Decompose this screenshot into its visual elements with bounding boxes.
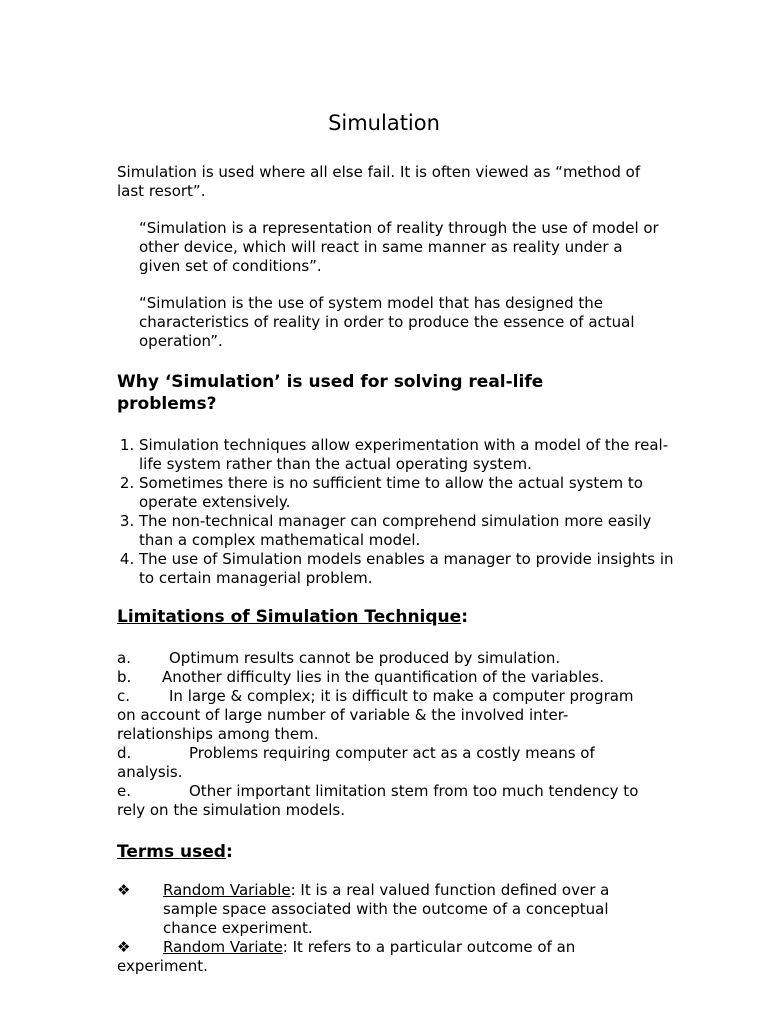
diamond-bullet-icon: ❖: [117, 881, 131, 899]
list-letter: a.: [117, 649, 131, 667]
list-item: [117, 668, 642, 687]
terms-heading-text: Terms used: [117, 842, 226, 862]
term-random-variate: Random Variate: [163, 938, 283, 956]
term-random-variable: Random Variable: [163, 881, 291, 899]
list-item: 4. The use of Simulation models enables a manager to provide insights in to certain managerial problem.: [139, 550, 679, 588]
list-item: 2. Sometimes there is no sufficient time to allow the actual system to operate extensively.: [139, 474, 679, 512]
list-item: [117, 938, 642, 957]
terms-list: [117, 881, 642, 976]
list-item: [117, 782, 642, 820]
list-item: [117, 881, 642, 938]
definition-quote-1: “Simulation is a representation of reality through the use of model or other device, which will react in same manner as reality under a given set of conditions”.: [139, 219, 659, 275]
page-title: Simulation: [328, 111, 440, 135]
list-item: [117, 649, 642, 668]
diamond-bullet-icon: ❖: [117, 938, 131, 956]
list-letter: c.: [117, 687, 131, 705]
limitations-heading: [117, 606, 657, 628]
list-letter: e.: [117, 782, 131, 800]
term-definition: : It is a real valued function defined over a sample space associated with the outcome of a conceptual chance experiment.: [163, 881, 610, 937]
term-continuation: experiment.: [117, 957, 208, 975]
list-letter: b.: [117, 668, 132, 686]
intro-paragraph: Simulation is used where all else fail. It is often viewed as “method of last resort”.: [117, 163, 641, 200]
list-letter: d.: [117, 744, 132, 762]
list-item: 1. Simulation techniques allow experimentation with a model of the real-life system rather than the actual operating system.: [139, 436, 679, 474]
list-item: [117, 687, 642, 744]
list-text: Optimum results cannot be produced by simulation.: [169, 649, 561, 667]
list-text: Another difficulty lies in the quantification of the variables.: [162, 668, 604, 686]
limitations-heading-colon: :: [461, 607, 468, 627]
list-text: Problems requiring computer act as a costly means of analysis.: [117, 744, 595, 781]
terms-heading: [117, 841, 657, 863]
list-item: 3. The non-technical manager can comprehend simulation more easily than a complex mathematical model.: [139, 512, 679, 550]
list-text: Other important limitation stem from too much tendency to rely on the simulation models.: [117, 782, 639, 819]
list-item: [117, 744, 642, 782]
limitations-list: [117, 649, 642, 820]
list-text: In large & complex; it is difficult to make a computer program on account of large number of variable & the involved inter-relationships among them.: [117, 687, 634, 743]
terms-heading-colon: :: [225, 842, 233, 862]
why-heading: Why ‘Simulation’ is used for solving real-life problems?: [117, 372, 544, 414]
definition-quote-2: “Simulation is the use of system model that has designed the characteristics of reality in order to produce the essence of actual operation”.: [139, 294, 635, 350]
term-definition: : It refers to a particular outcome of an: [282, 938, 576, 956]
why-list: [117, 436, 679, 588]
limitations-heading-text: Limitations of Simulation Technique: [117, 607, 462, 627]
